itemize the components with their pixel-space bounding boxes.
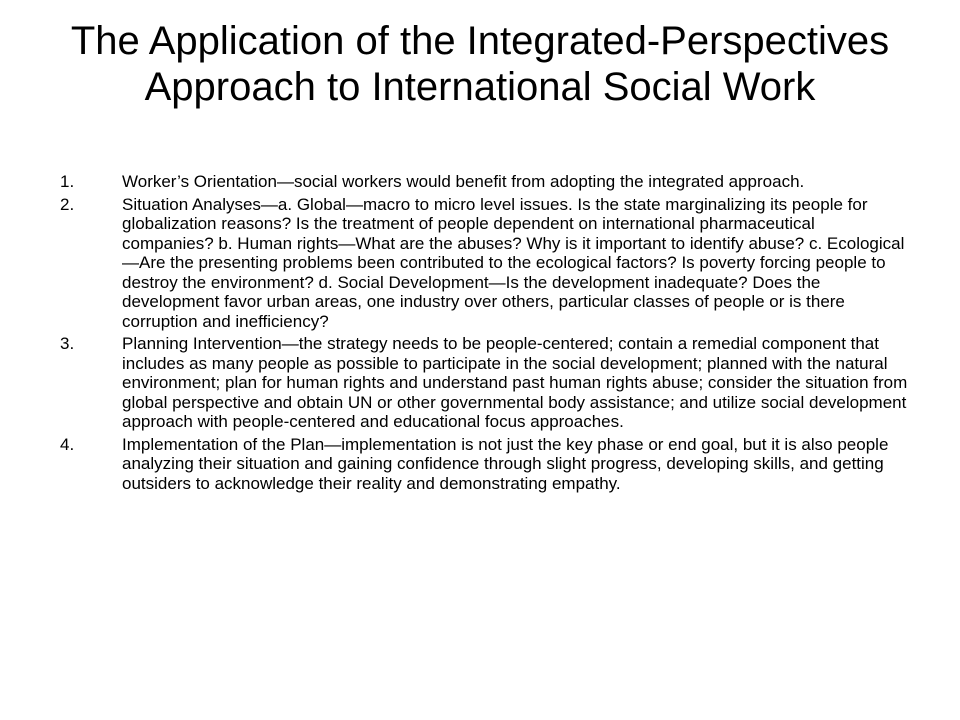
list-item-text: Implementation of the Plan—implementation is not just the key phase or end goal, but it is also people analyzing their situation and gaining confidence through slight progress, developing skills, and getting outsiders to acknowledge their reality and demonstrating empathy. — [122, 434, 889, 493]
list-item-number: 1. — [60, 172, 75, 191]
slide-title: The Application of the Integrated-Perspectives Approach to International Social Work — [70, 19, 890, 109]
list-item-number: 4. — [60, 434, 75, 454]
numbered-list — [60, 172, 910, 496]
list-item-text: Worker’s Orientation—social workers would benefit from adopting the integrated approach. — [122, 172, 805, 191]
list-item — [60, 172, 910, 192]
list-item-number: 3. — [60, 334, 75, 353]
list-item — [60, 195, 910, 332]
list-item-text: Situation Analyses—a. Global—macro to micro level issues. Is the state marginalizing its people for globalization reasons? Is the treatment of people dependent on international pharmaceutical companies? b. Human rights—What are the abuses? Why is it important to identify abuse? c. Ecological—Are the presenting problems been contributed to the ecological factors? Is poverty forcing people to destroy the environment? d. Social Development—Is the development inadequate? Does the development favor urban areas, one industry over others, particular classes of people or is there corruption and inefficiency? — [122, 194, 905, 331]
list-item-text: Planning Intervention—the strategy needs to be people-centered; contain a remedial component that includes as many people as possible to participate in the social development; planned with the natural environment; plan for human rights and understand past human rights abuse; consider the situation from global perspective and obtain UN or other governmental body assistance; and utilize social development approach with people-centered and educational focus approaches. — [122, 334, 908, 431]
list-item — [60, 435, 910, 494]
list-item-number: 2. — [60, 194, 75, 214]
list-item — [60, 334, 910, 432]
